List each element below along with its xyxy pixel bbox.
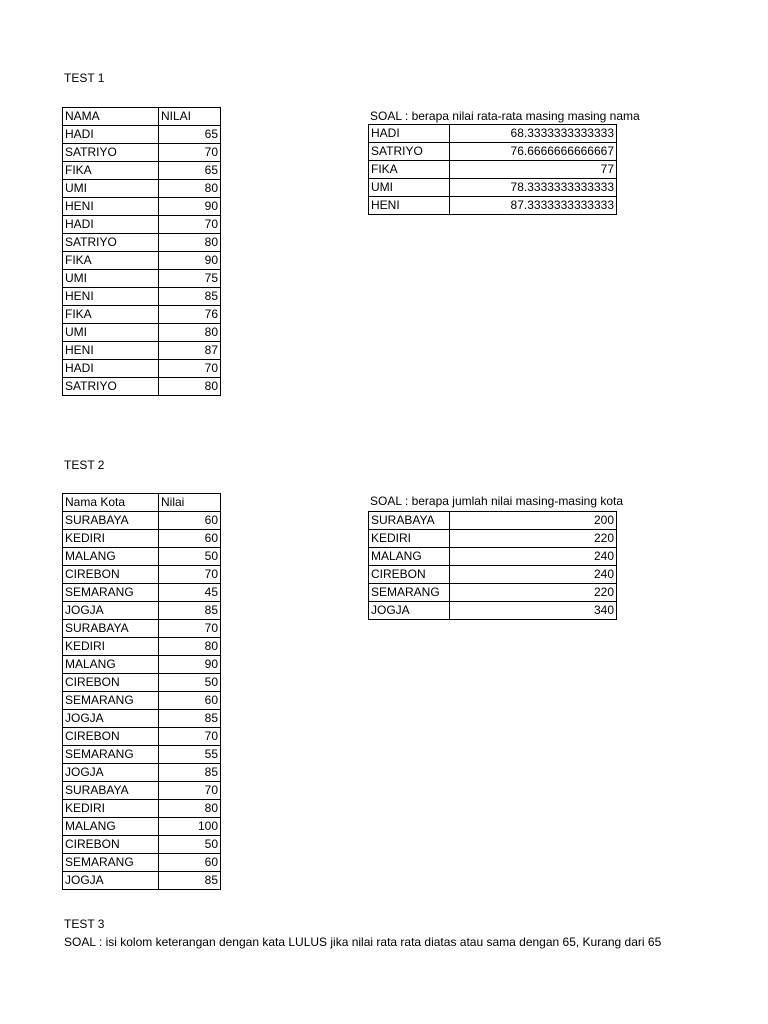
table-row	[63, 360, 221, 378]
name-cell: SATRIYO	[63, 144, 159, 162]
table-row	[63, 530, 221, 548]
name-cell: UMI	[369, 179, 450, 197]
name-cell: JOGJA	[63, 764, 159, 782]
name-cell: MALANG	[63, 818, 159, 836]
value-cell: 80	[159, 800, 221, 818]
table-row	[63, 288, 221, 306]
name-cell: SEMARANG	[63, 692, 159, 710]
table-row	[63, 620, 221, 638]
value-cell: 50	[159, 548, 221, 566]
value-cell: 85	[159, 602, 221, 620]
table-row	[63, 216, 221, 234]
name-cell: JOGJA	[369, 602, 450, 620]
table-row	[63, 566, 221, 584]
name-cell: KEDIRI	[63, 530, 159, 548]
table-row	[63, 800, 221, 818]
table-row	[63, 252, 221, 270]
name-cell: KEDIRI	[63, 638, 159, 656]
value-cell: 70	[159, 360, 221, 378]
name-cell: SATRIYO	[369, 143, 450, 161]
value-cell: 60	[159, 692, 221, 710]
name-cell: SEMARANG	[63, 584, 159, 602]
value-cell: 85	[159, 872, 221, 890]
test2-question: SOAL : berapa jumlah nilai masing-masing kota	[370, 494, 624, 508]
name-cell: SEMARANG	[369, 584, 450, 602]
table-row	[63, 584, 221, 602]
value-cell: 87.3333333333333	[450, 197, 617, 215]
table-row	[63, 144, 221, 162]
name-cell: HENI	[63, 342, 159, 360]
name-cell: JOGJA	[63, 710, 159, 728]
value-cell: 70	[159, 566, 221, 584]
column-header: Nilai	[159, 494, 221, 512]
column-header: Nama Kota	[63, 494, 159, 512]
name-cell: CIREBON	[63, 566, 159, 584]
name-cell: FIKA	[369, 161, 450, 179]
name-cell: KEDIRI	[63, 800, 159, 818]
table-row	[369, 125, 617, 143]
table-row	[63, 234, 221, 252]
header-row	[63, 108, 221, 126]
table-row	[369, 143, 617, 161]
name-cell: HENI	[63, 288, 159, 306]
name-cell: FIKA	[63, 252, 159, 270]
test1-question: SOAL : berapa nilai rata-rata masing masing nama	[370, 109, 640, 123]
name-cell: CIREBON	[63, 674, 159, 692]
test2-answer-table	[368, 511, 617, 620]
name-cell: HENI	[63, 198, 159, 216]
value-cell: 80	[159, 324, 221, 342]
name-cell: MALANG	[369, 548, 450, 566]
value-cell: 76.6666666666667	[450, 143, 617, 161]
value-cell: 100	[159, 818, 221, 836]
value-cell: 70	[159, 144, 221, 162]
table-row	[63, 342, 221, 360]
name-cell: SATRIYO	[63, 234, 159, 252]
table-row	[63, 818, 221, 836]
value-cell: 77	[450, 161, 617, 179]
test2-score-table	[62, 493, 221, 890]
value-cell: 50	[159, 836, 221, 854]
name-cell: FIKA	[63, 162, 159, 180]
table-row	[63, 872, 221, 890]
column-header: NILAI	[159, 108, 221, 126]
table-row	[63, 512, 221, 530]
value-cell: 340	[450, 602, 617, 620]
table-row	[63, 306, 221, 324]
name-cell: JOGJA	[63, 872, 159, 890]
name-cell: CIREBON	[369, 566, 450, 584]
table-row	[63, 270, 221, 288]
table-row	[63, 162, 221, 180]
value-cell: 90	[159, 198, 221, 216]
name-cell: FIKA	[63, 306, 159, 324]
value-cell: 80	[159, 378, 221, 396]
name-cell: HADI	[369, 125, 450, 143]
table-row	[63, 324, 221, 342]
table-row	[63, 548, 221, 566]
value-cell: 75	[159, 270, 221, 288]
table-row	[63, 728, 221, 746]
table-row	[63, 710, 221, 728]
table-row	[63, 746, 221, 764]
value-cell: 240	[450, 566, 617, 584]
name-cell: UMI	[63, 270, 159, 288]
table-row	[63, 674, 221, 692]
name-cell: HADI	[63, 126, 159, 144]
name-cell: SURABAYA	[63, 512, 159, 530]
value-cell: 70	[159, 620, 221, 638]
table-row	[63, 692, 221, 710]
table-row	[369, 179, 617, 197]
table-row	[369, 530, 617, 548]
value-cell: 60	[159, 530, 221, 548]
table-row	[369, 584, 617, 602]
table-row	[369, 566, 617, 584]
table-row	[63, 782, 221, 800]
table-row	[63, 764, 221, 782]
value-cell: 90	[159, 656, 221, 674]
test3-title: TEST 3	[64, 917, 105, 931]
test3-question: SOAL : isi kolom keterangan dengan kata LULUS jika nilai rata rata diatas atau sama dengan 65, Kurang dari 65	[64, 935, 662, 949]
table-row	[63, 602, 221, 620]
table-row	[369, 197, 617, 215]
name-cell: SURABAYA	[63, 620, 159, 638]
value-cell: 60	[159, 854, 221, 872]
table-row	[63, 854, 221, 872]
table-row	[63, 836, 221, 854]
value-cell: 80	[159, 180, 221, 198]
value-cell: 90	[159, 252, 221, 270]
value-cell: 60	[159, 512, 221, 530]
value-cell: 85	[159, 288, 221, 306]
name-cell: MALANG	[63, 656, 159, 674]
name-cell: SATRIYO	[63, 378, 159, 396]
name-cell: UMI	[63, 180, 159, 198]
value-cell: 76	[159, 306, 221, 324]
value-cell: 85	[159, 764, 221, 782]
value-cell: 65	[159, 126, 221, 144]
table-row	[369, 548, 617, 566]
value-cell: 70	[159, 728, 221, 746]
test1-score-table	[62, 107, 221, 396]
value-cell: 50	[159, 674, 221, 692]
value-cell: 85	[159, 710, 221, 728]
header-row	[63, 494, 221, 512]
value-cell: 220	[450, 530, 617, 548]
value-cell: 220	[450, 584, 617, 602]
test1-title: TEST 1	[64, 71, 105, 85]
value-cell: 80	[159, 234, 221, 252]
table-row	[369, 602, 617, 620]
name-cell: MALANG	[63, 548, 159, 566]
value-cell: 200	[450, 512, 617, 530]
value-cell: 70	[159, 782, 221, 800]
name-cell: JOGJA	[63, 602, 159, 620]
value-cell: 70	[159, 216, 221, 234]
table-row	[63, 126, 221, 144]
value-cell: 78.3333333333333	[450, 179, 617, 197]
table-row	[63, 378, 221, 396]
value-cell: 80	[159, 638, 221, 656]
table-row	[369, 161, 617, 179]
name-cell: KEDIRI	[369, 530, 450, 548]
name-cell: UMI	[63, 324, 159, 342]
name-cell: HADI	[63, 216, 159, 234]
name-cell: HENI	[369, 197, 450, 215]
table-row	[63, 180, 221, 198]
table-row	[369, 512, 617, 530]
name-cell: SEMARANG	[63, 854, 159, 872]
test1-answer-table	[368, 124, 617, 215]
name-cell: SURABAYA	[63, 782, 159, 800]
table-row	[63, 638, 221, 656]
test2-title: TEST 2	[64, 458, 105, 472]
name-cell: HADI	[63, 360, 159, 378]
value-cell: 65	[159, 162, 221, 180]
value-cell: 45	[159, 584, 221, 602]
value-cell: 68.3333333333333	[450, 125, 617, 143]
table-row	[63, 656, 221, 674]
column-header: NAMA	[63, 108, 159, 126]
name-cell: CIREBON	[63, 728, 159, 746]
value-cell: 55	[159, 746, 221, 764]
name-cell: CIREBON	[63, 836, 159, 854]
value-cell: 87	[159, 342, 221, 360]
name-cell: SURABAYA	[369, 512, 450, 530]
value-cell: 240	[450, 548, 617, 566]
table-row	[63, 198, 221, 216]
name-cell: SEMARANG	[63, 746, 159, 764]
